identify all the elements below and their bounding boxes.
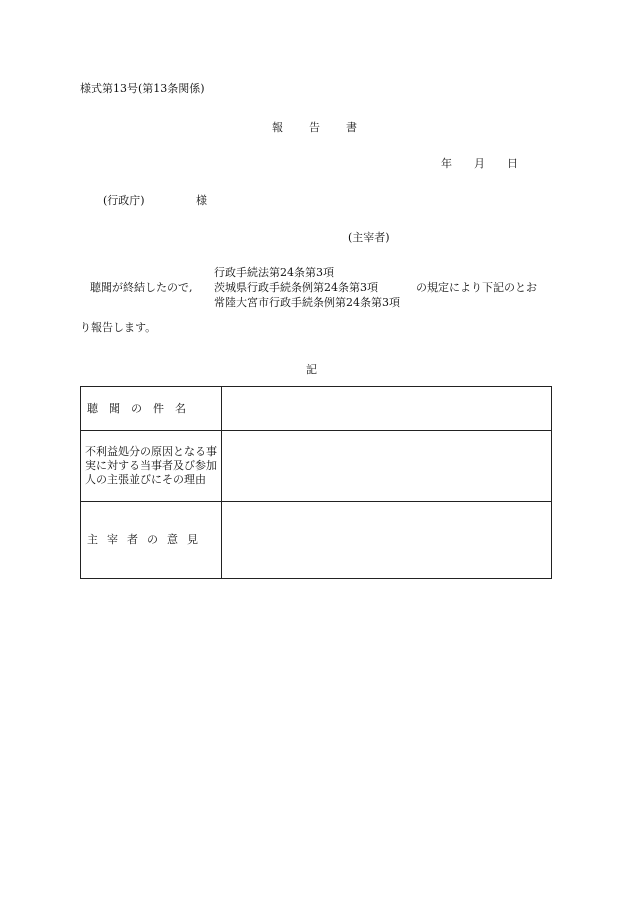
title-char: 告 xyxy=(309,121,320,134)
table-row xyxy=(81,502,552,579)
claims-cell[interactable] xyxy=(222,431,552,502)
row-label-hearing-subject: 聴聞の件名 xyxy=(81,387,222,431)
date-month: 月 xyxy=(474,157,485,170)
ki-heading: 記 xyxy=(306,363,317,376)
table-row xyxy=(81,387,552,431)
row-label-claims: 不利益処分の原因となる事実に対する当事者及び参加人の主張並びにその理由 xyxy=(81,431,222,502)
date-day: 日 xyxy=(507,157,518,170)
title-char: 書 xyxy=(346,121,357,134)
addressee-honorific: 様 xyxy=(196,194,207,207)
table-row xyxy=(81,431,552,502)
document-title xyxy=(272,121,383,134)
body-text-continuation: り報告します。 xyxy=(80,321,157,334)
date-line xyxy=(441,157,540,170)
body-text-before: 聴聞が終結したので, xyxy=(90,281,193,294)
presider-opinion-cell[interactable] xyxy=(222,502,552,579)
hearing-subject-cell[interactable] xyxy=(222,387,552,431)
form-number: 様式第13号(第13条関係) xyxy=(80,82,205,95)
addressee-agency: (行政庁) xyxy=(103,194,145,207)
date-year: 年 xyxy=(441,157,452,170)
report-table xyxy=(80,386,552,579)
title-char: 報 xyxy=(272,121,283,134)
body-text-after: の規定により下記のとお xyxy=(416,281,537,294)
law-option-1: 行政手続法第24条第3項 xyxy=(214,266,334,279)
law-option-3: 常陸大宮市行政手続条例第24条第3項 xyxy=(214,296,400,309)
presider-label: (主宰者) xyxy=(348,231,390,244)
row-label-presider-opinion: 主宰者の意見 xyxy=(81,502,222,579)
law-option-2: 茨城県行政手続条例第24条第3項 xyxy=(214,281,378,294)
